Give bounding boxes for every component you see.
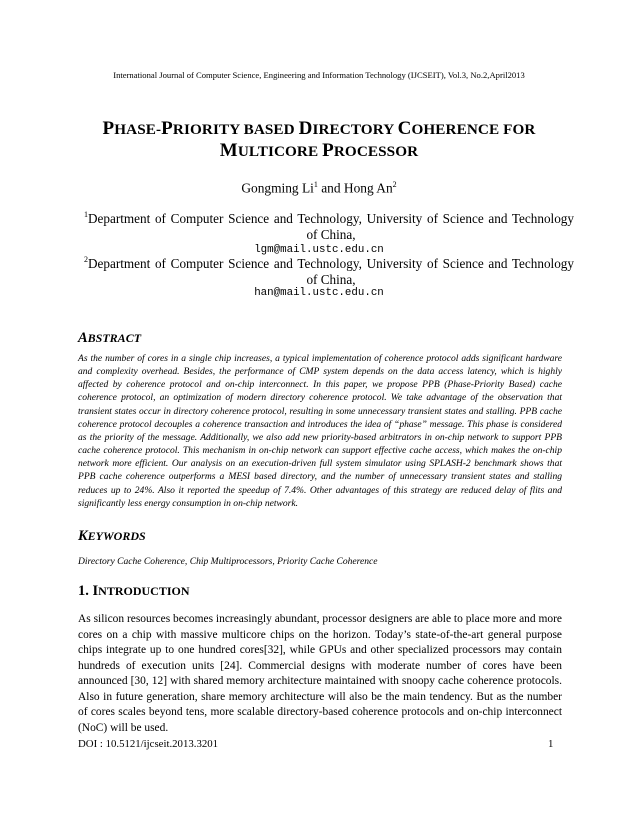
email-2[interactable]: han@mail.ustc.edu.cn	[254, 287, 384, 299]
introduction-text: As silicon resources becomes increasingly abundant, processor designers are able to place more and more cores on a chip with massive multicore chips on the horizon. Today’s state-of-the-art general purpose chips integrate up to one hundred cores[32], while GPUs and other specialized processors may contain hundreds of execution units [24]. Commercial designs with moderate number of cores have been announced [30, 12] with shared memory architecture maintained with snoopy cache coherence protocols. Also in future generation, share memory architecture will also be the main tendency. But as the number of cores scales beyond tens, more scalable directory-based coherence protocols and on-chip interconnect (NoC) will be used.	[78, 613, 562, 734]
affiliation-number: 2	[84, 255, 88, 264]
journal-header: International Journal of Computer Science, Engineering and Information Technology (IJCSEIT), Vol.3, No.2,April2013	[113, 70, 525, 80]
email-1[interactable]: lgm@mail.ustc.edu.cn	[254, 244, 384, 256]
authors: Gongming Li$^1$ and Hong An$^2$	[241, 180, 397, 196]
paper-title	[40, 118, 598, 162]
page-number: 1	[548, 738, 554, 750]
abstract-heading: ABSTRACT	[78, 330, 142, 346]
keywords-heading: KEYWORDS	[78, 528, 146, 544]
title-line-2: MULTICORE PROCESSOR	[219, 140, 419, 161]
affiliation-number: 1	[84, 210, 88, 219]
abstract-text: As the number of cores in a single chip increases, a typical implementation of coherence protocol adds significant hardware and complexity overhead. Besides, the performance of CMP system depends on the data access latency, which is highly affected by coherence protocol and on-chip interconnect. In this paper, we propose PPB (Phase-Priority Based) cache coherence protocol, an optimization of modern directory coherence protocol. We take advantage of the observation that transient states occur in directory coherence protocol, resulting in some unnecessary transient states and stalling. PPB cache coherence protocol decouples a coherence transaction and introduces the idea of “phase” message. This phase is considered as the priority of the message. Additionally, we also add new priority-based arbitrators in on-chip network to support PPB cache coherence protocol. This mechanism in on-chip network can support effective cache access, which makes the on-chip network more efficient. Our analysis on an execution-driven full system simulator using SPLASH-2 benchmark shows that PPB cache coherence outperforms a MESI based directory, and the number of unnecessary transient states and stalling reduces up to 24%. Also it reported the speedup of 7.4%. Other advantages of this strategy are reduced delay of flits and significantly less energy consumption in on-chip network.	[78, 353, 562, 509]
introduction-heading: 1. INTRODUCTION	[78, 583, 190, 599]
affiliation-text: Department of Computer Science and Technology, University of Science and Technology of China,	[88, 256, 574, 287]
affiliation-2	[74, 256, 574, 287]
keywords-text: Directory Cache Coherence, Chip Multiprocessors, Priority Cache Coherence	[78, 556, 378, 567]
affiliation-1	[74, 211, 574, 242]
affiliation-text: Department of Computer Science and Technology, University of Science and Technology of China,	[88, 211, 574, 242]
title-line-1: PHASE-PRIORITY BASED DIRECTORY COHERENCE FOR	[102, 118, 536, 139]
doi: DOI : 10.5121/ijcseit.2013.3201	[78, 738, 219, 750]
